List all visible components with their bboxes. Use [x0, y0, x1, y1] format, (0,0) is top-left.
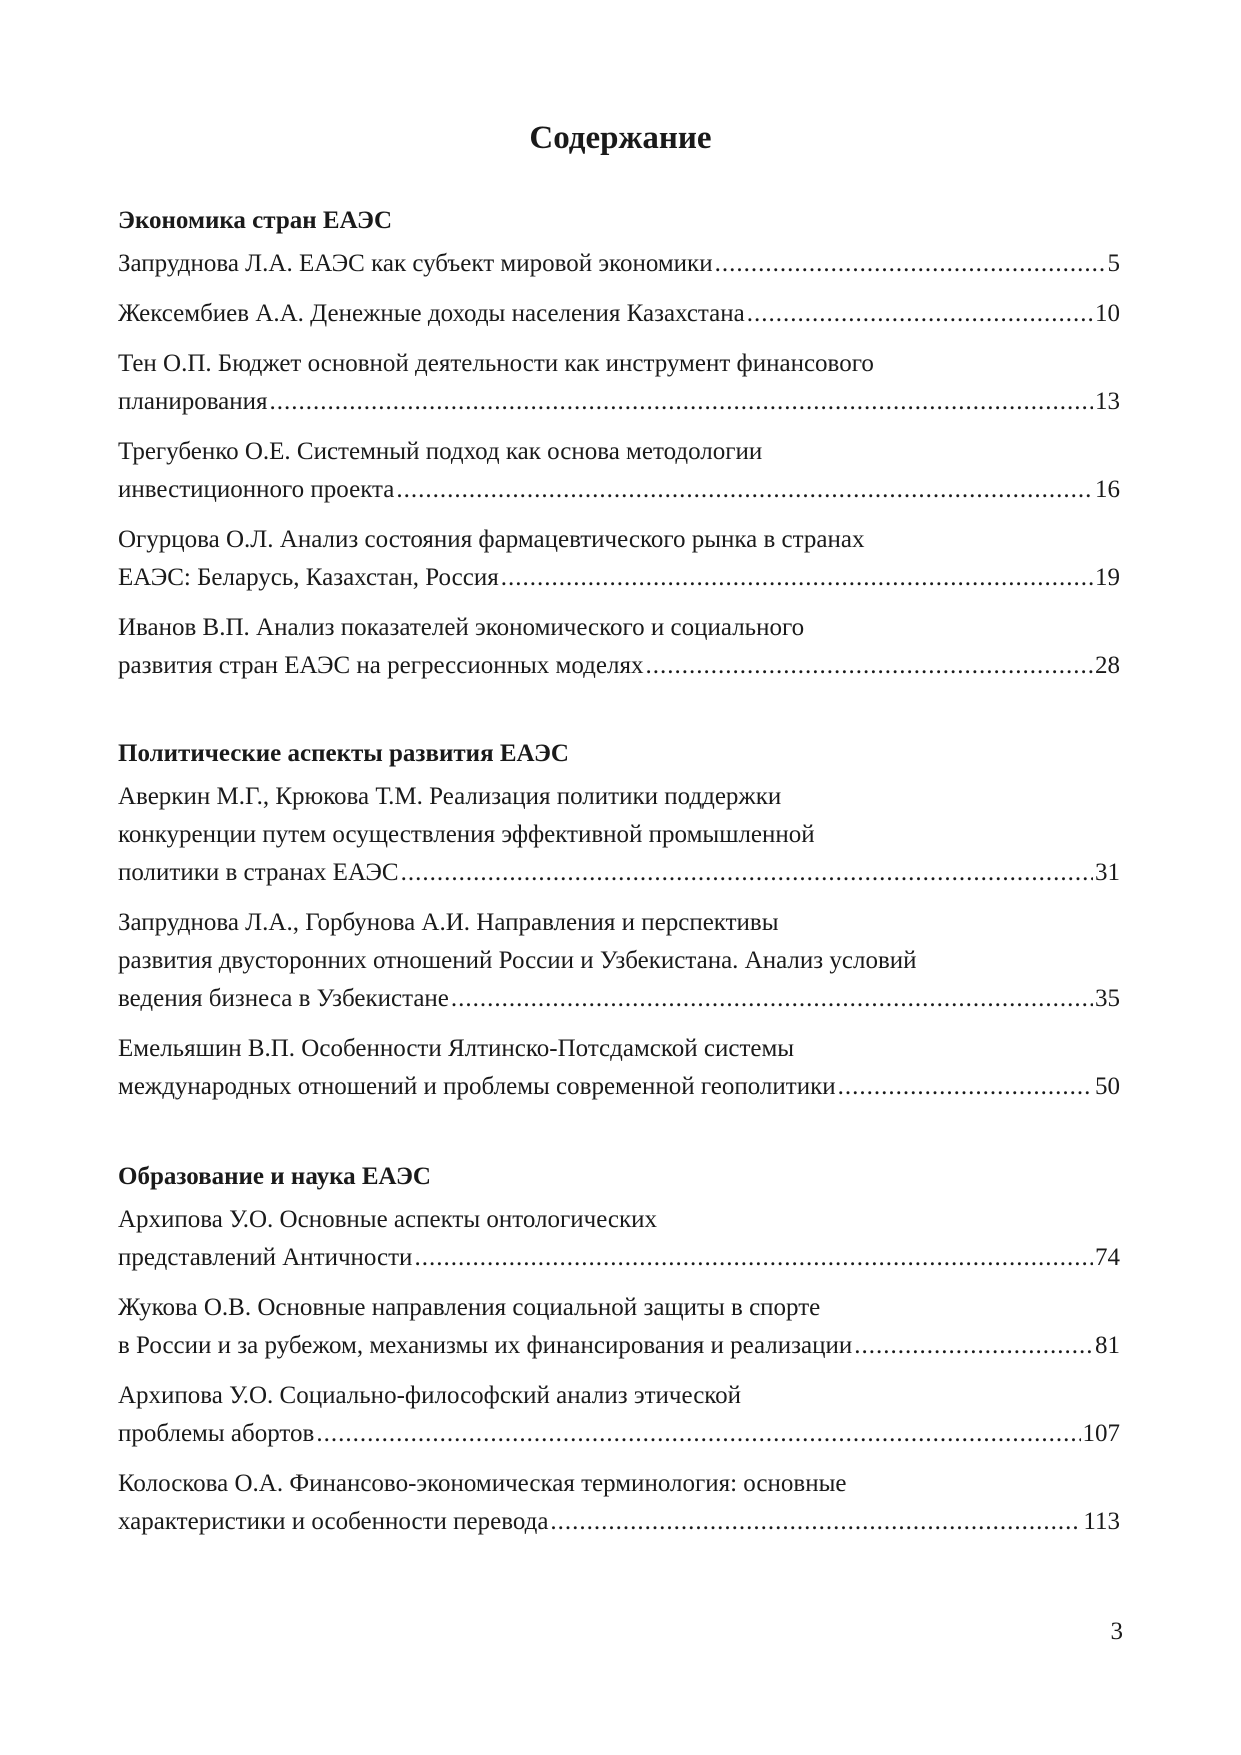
dot-leader [451, 980, 1093, 1018]
entry-page-ref: 19 [1095, 564, 1120, 591]
entry-title: Жукова О.В. Основные направления социальной защиты в спорте [118, 1294, 821, 1321]
dot-leader [854, 1327, 1093, 1365]
toc-section-politics [118, 735, 1120, 1106]
entry-title-continued: проблемы абортов [118, 1420, 315, 1447]
toc-entry[interactable] [118, 778, 1120, 892]
entry-page-ref: 35 [1095, 985, 1120, 1012]
toc-entry[interactable] [118, 345, 1120, 421]
entry-title-continued: развития двусторонних отношений России и Узбекистана. Анализ условий [118, 947, 917, 974]
section-heading: Экономика стран ЕАЭС [118, 207, 393, 234]
entry-title-continued: международных отношений и проблемы современной геополитики [118, 1073, 836, 1100]
entry-page-ref: 28 [1095, 652, 1120, 679]
entry-title-continued: характеристики и особенности перевода [118, 1508, 549, 1535]
section-spacer [118, 1118, 1120, 1158]
dot-leader [401, 854, 1093, 892]
entry-title-continued: ведения бизнеса в Узбекистане [118, 985, 449, 1012]
toc-entry[interactable] [118, 1465, 1120, 1541]
toc-section-education [118, 1158, 1120, 1541]
entry-title-continued: конкуренции путем осуществления эффективной промышленной [118, 821, 815, 848]
entry-title: Колоскова О.А. Финансово-экономическая терминология: основные [118, 1470, 847, 1497]
dot-leader [747, 295, 1093, 333]
dot-leader [396, 471, 1093, 509]
toc-entry[interactable] [118, 295, 1120, 333]
entry-title-continued: развития стран ЕАЭС на регрессионных моделях [118, 652, 644, 679]
entry-page-ref: 74 [1095, 1244, 1120, 1271]
entry-title: Запруднова Л.А., Горбунова А.И. Направления и перспективы [118, 909, 779, 936]
entry-title-continued: ЕАЭС: Беларусь, Казахстан, Россия [118, 564, 499, 591]
dot-leader [838, 1068, 1093, 1106]
entry-page-ref: 13 [1095, 388, 1120, 415]
toc-entry[interactable] [118, 1377, 1120, 1453]
entry-title: Тен О.П. Бюджет основной деятельности как инструмент финансового [118, 350, 874, 377]
page-number: 3 [1110, 1618, 1123, 1645]
entry-page-ref: 31 [1095, 859, 1120, 886]
entry-title-continued: планирования [118, 388, 268, 415]
entry-page-ref: 107 [1082, 1420, 1120, 1447]
entry-title: Емельяшин В.П. Особенности Ялтинско-Потсдамской системы [118, 1035, 795, 1062]
entry-title-continued: в России и за рубежом, механизмы их финансирования и реализации [118, 1332, 853, 1359]
entry-title: Иванов В.П. Анализ показателей экономического и социального [118, 614, 805, 641]
entry-title: Жексембиев А.А. Денежные доходы населения Казахстана [118, 300, 745, 327]
toc-entry[interactable] [118, 521, 1120, 597]
entry-title-continued: инвестиционного проекта [118, 476, 395, 503]
entry-title: Аверкин М.Г., Крюкова Т.М. Реализация политики поддержки [118, 783, 782, 810]
dot-leader [501, 559, 1093, 597]
entry-page-ref: 5 [1107, 250, 1120, 277]
dot-leader [414, 1239, 1093, 1277]
toc-entry[interactable] [118, 1030, 1120, 1106]
section-heading: Образование и наука ЕАЭС [118, 1163, 431, 1190]
toc-entry[interactable] [118, 245, 1120, 283]
dot-leader [550, 1503, 1081, 1541]
toc-entry[interactable] [118, 609, 1120, 685]
toc-entry[interactable] [118, 433, 1120, 509]
toc-section-economics [118, 202, 1120, 685]
entry-title: Запруднова Л.А. ЕАЭС как субъект мировой экономики [118, 250, 713, 277]
section-spacer [118, 697, 1120, 735]
entry-page-ref: 81 [1095, 1332, 1120, 1359]
entry-page-ref: 10 [1095, 300, 1120, 327]
dot-leader [316, 1415, 1080, 1453]
entry-title-continued: политики в странах ЕАЭС [118, 859, 399, 886]
dot-leader [715, 245, 1106, 283]
page-title: Содержание [529, 120, 712, 156]
toc-entry[interactable] [118, 1289, 1120, 1365]
entry-title: Архипова У.О. Социально-философский анализ этической [118, 1382, 742, 1409]
dot-leader [270, 383, 1093, 421]
entry-title-continued: представлений Античности [118, 1244, 413, 1271]
toc-entry[interactable] [118, 904, 1120, 1018]
entry-page-ref: 16 [1095, 476, 1120, 503]
dot-leader [645, 647, 1093, 685]
section-heading: Политические аспекты развития ЕАЭС [118, 740, 569, 767]
entry-title: Огурцова О.Л. Анализ состояния фармацевтического рынка в странах [118, 526, 865, 553]
toc-entry[interactable] [118, 1201, 1120, 1277]
entry-page-ref: 113 [1083, 1508, 1120, 1535]
entry-title: Трегубенко О.Е. Системный подход как основа методологии [118, 438, 763, 465]
table-of-contents [118, 202, 1120, 1553]
entry-page-ref: 50 [1095, 1073, 1120, 1100]
entry-title: Архипова У.О. Основные аспекты онтологических [118, 1206, 658, 1233]
